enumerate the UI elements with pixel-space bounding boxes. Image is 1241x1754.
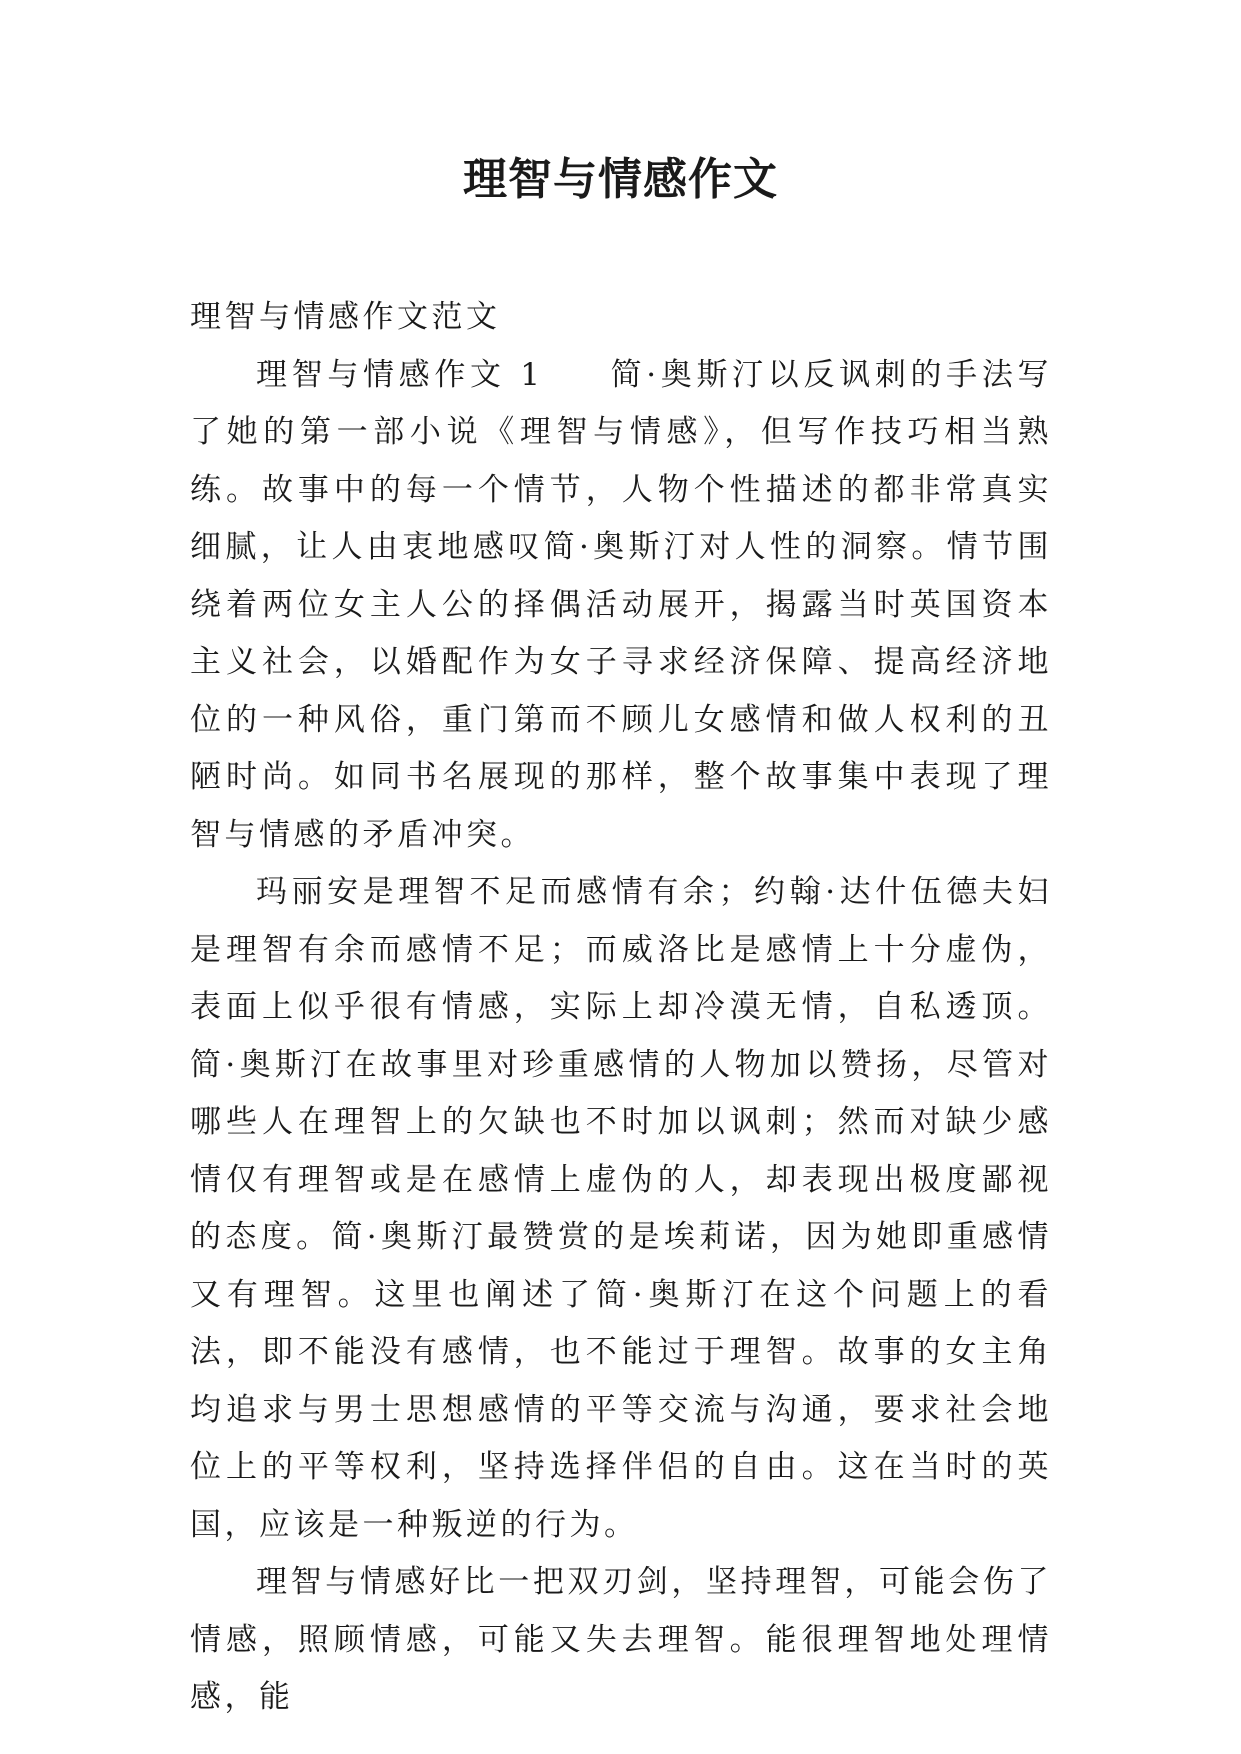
paragraph-1 <box>190 347 1052 865</box>
document-title: 理智与情感作文 <box>463 154 778 205</box>
paragraph-1-text: 简·奥斯汀以反讽刺的手法写了她的第一部小说《理智与情感》，但写作技巧相当熟练。故事中的每一个情节，人物个性描述的都非常真实细腻，让人由衷地感叹简·奥斯汀对人性的洞察。情节围绕着两位女主人公的择偶活动展开，揭露当时英国资本主义社会，以婚配作为女子寻求经济保障、提高经济地位的一种风俗，重门第而不顾儿女感情和做人权利的丑陋时尚。如同书名展现的那样，整个故事集中表现了理智与情感的矛盾冲突。 <box>190 356 1052 853</box>
paragraph-2: 玛丽安是理智不足而感情有余；约翰·达什伍德夫妇是理智有余而感情不足；而威洛比是感情上十分虚伪，表面上似乎很有情感，实际上却冷漠无情，自私透顶。简·奥斯汀在故事里对珍重感情的人物加以赞扬，尽管对哪些人在理智上的欠缺也不时加以讽刺；然而对缺少感情仅有理智或是在感情上虚伪的人，却表现出极度鄙视的态度。简·奥斯汀最赞赏的是埃莉诺，因为她即重感情又有理智。这里也阐述了简·奥斯汀在这个问题上的看法，即不能没有感情，也不能过于理智。故事的女主角均追求与男士思想感情的平等交流与沟通，要求社会地位上的平等权利，坚持选择伴侣的自由。这在当时的英国，应该是一种叛逆的行为。 <box>190 874 1052 1543</box>
paragraph-1-heading: 理智与情感作文 1 <box>256 356 544 393</box>
document-subtitle: 理智与情感作文范文 <box>190 299 501 335</box>
document-body <box>190 289 1052 1727</box>
paragraph-3: 理智与情感好比一把双刃剑，坚持理智，可能会伤了情感，照顾情感，可能又失去理智。能很理智地处理情感，能 <box>190 1564 1052 1715</box>
